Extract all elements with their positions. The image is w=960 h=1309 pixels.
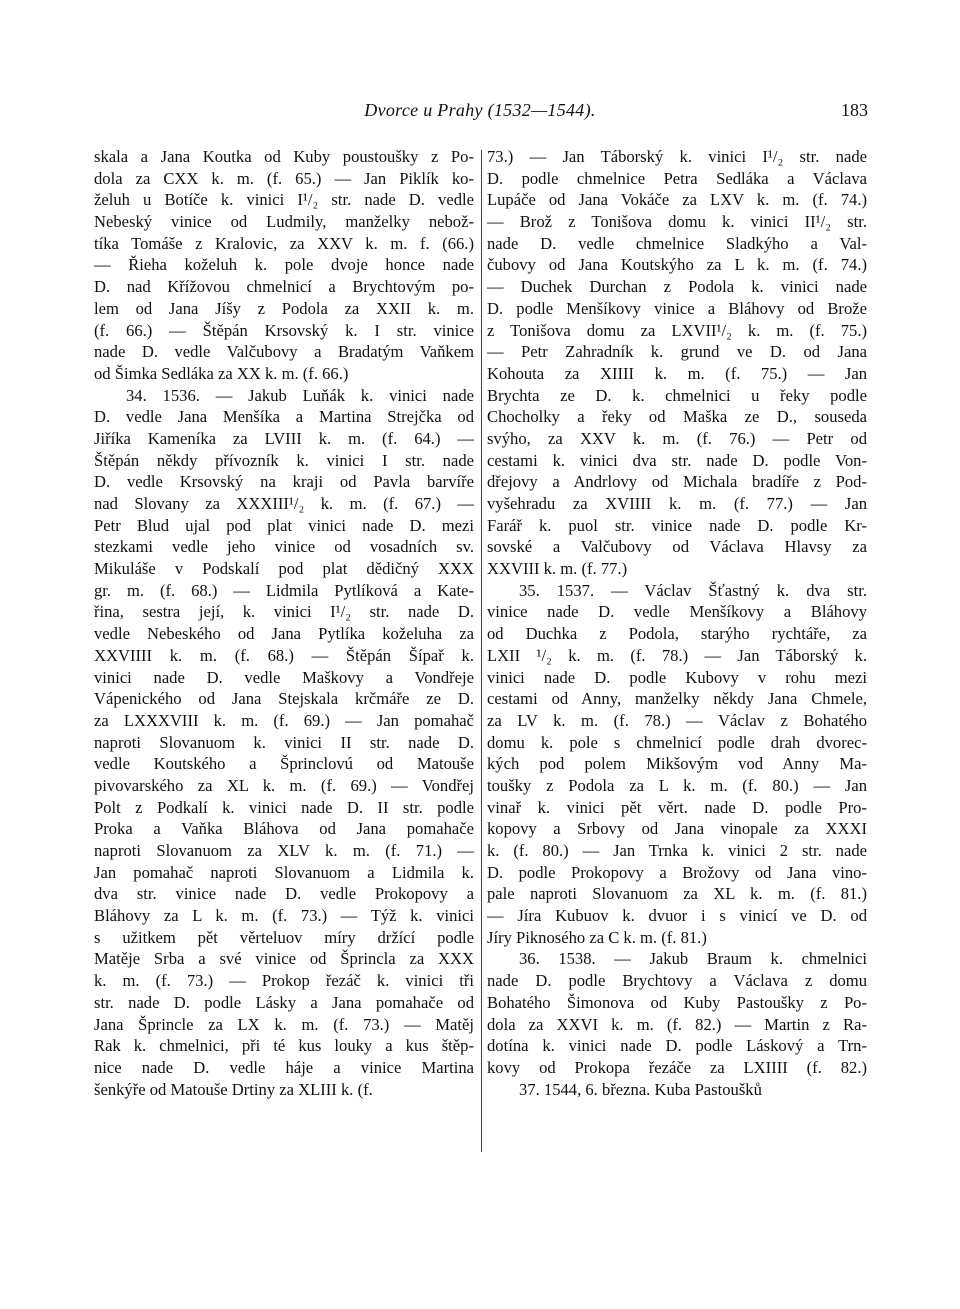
text-line: Jana Šprincle za LX k. m. (f. 73.) — Matěj: [94, 1014, 474, 1034]
text-line: tíka Tomáše z Kralovic, za XXV k. m. f. (66.): [94, 233, 474, 253]
text-line: dotína k. vinici nade D. podle Láskový a Trn-: [487, 1036, 867, 1056]
text-line: 34. 1536. — Jakub Luňák k. vinici nade: [126, 385, 474, 405]
text-line: kých pod polem Mikšovým vod Anny Ma-: [487, 754, 867, 774]
text-line: Vápenického od Jana Stejskala krčmáře ze D.: [94, 689, 474, 709]
text-line: stezkami vedle jeho vinice od vosadních sv.: [94, 537, 474, 557]
text-line: domu k. pole s chmelnicí podle drah dvorec-: [487, 732, 867, 752]
text-line: od Šimka Sedláka za XX k. m. (f. 66.): [94, 363, 349, 383]
text-line: nade D. vedle Valčubovy a Bradatým Vaňkem: [94, 342, 474, 362]
text-line: Polt z Podkalí k. vinici nade D. II str. podle: [94, 797, 474, 817]
text-line: pivovarského za XL k. m. (f. 69.) — Vondřej: [94, 775, 474, 795]
text-line: Proka a Vaňka Bláhova od Jana pomahače: [94, 819, 474, 839]
text-line: 36. 1538. — Jakub Braum k. chmelnici: [519, 949, 867, 969]
column-divider: [481, 150, 482, 1152]
text-line: D. podle Menšíkovy vinice a Bláhovy od Brože: [487, 298, 867, 318]
text-line: k. m. (f. 73.) — Prokop řezáč k. vinici tři: [94, 971, 474, 991]
text-line: dola za CXX k. m. (f. 65.) — Jan Piklík ko-: [94, 168, 474, 188]
text-line: D. nad Křížovou chmelnicí a Brychtovým po-: [94, 277, 474, 297]
text-line: D. podle chmelnice Petra Sedláka a Václava: [487, 168, 867, 188]
text-line: D. vedle Jana Menšíka a Martina Strejčka od: [94, 407, 474, 427]
running-title: Dvorce u Prahy (1532—1544).: [364, 100, 596, 120]
text-line: k. (f. 80.) — Jan Trnka k. vinici 2 str. nade: [487, 841, 867, 860]
text-line: Matěje Srba a své vinice od Šprincla za XXX: [94, 949, 474, 969]
text-line: lem od Jana Jíšy z Podola za XXII k. m.: [94, 298, 474, 318]
text-line: (f. 66.) — Štěpán Krsovský k. I str. vinice: [94, 320, 474, 340]
text-line: 37. 1544, 6. března. Kuba Pastoušků: [519, 1079, 762, 1099]
text-line: 35. 1537. — Václav Šťastný k. dva str.: [519, 580, 867, 600]
text-line: Jíry Piknoséhо za C k. m. (f. 81.): [487, 927, 707, 947]
text-line: Petr Blud ujal pod plat vinici nade D. mezi: [94, 515, 474, 535]
text-line: vinař k. vinici pět věrt. nade D. podle Pro-: [487, 797, 867, 817]
text-line: vyšehradu za XVIIII k. m. (f. 77.) — Jan: [487, 494, 867, 513]
text-line: vinici nade D. podle Kubovy v rohu mezi: [487, 667, 867, 687]
text-line: — Duchek Durchan z Podola k. vinici nade: [487, 277, 867, 297]
text-line: sovské a Valčubovy od Václava Hlavsy za: [487, 537, 867, 557]
text-line: nice nade D. vedle háje a vinice Martina: [94, 1057, 474, 1077]
text-line: 73.) — Jan Táborský k. vinici I¹/₂ str. nade: [487, 147, 867, 166]
text-line: XXVIIII k. m. (f. 68.) — Štěpán Šípař k.: [94, 645, 474, 665]
text-line: Nebeský vinice od Ludmily, manželky nebož-: [94, 212, 474, 232]
text-line: kopovy a Srbovy od Jana vinopale za XXXI: [487, 819, 867, 839]
text-line: kovy od Prokopa řezáče za LXIIII (f. 82.): [487, 1057, 867, 1077]
text-line: — Petr Zahradník k. grund ve D. od Jana: [487, 342, 867, 362]
text-line: naproti Slovanuom za XLV k. m. (f. 71.) —: [94, 841, 474, 860]
text-line: svýho, za XXV k. m. (f. 76.) — Petr od: [487, 428, 867, 448]
text-line: Bohatého Šimonova od Kuby Pastoušky z Po-: [487, 992, 867, 1012]
left-text-column: [94, 146, 474, 1100]
text-line: želuh u Botíče k. vinici I¹/₂ str. nade D. vedle: [94, 190, 474, 210]
text-line: za LXXXVIII k. m. (f. 69.) — Jan pomahač: [94, 710, 474, 730]
text-line: vinici nade D. vedle Maškovy a Vondřeje: [94, 667, 474, 687]
text-line: nad Slovany za XXXIII¹/₂ k. m. (f. 67.) —: [94, 494, 474, 513]
text-line: vinice nade D. vedle Menšíkovy a Bláhovy: [487, 602, 867, 622]
text-line: Mikuláše v Podskalí pod plat dědičný XXX: [94, 559, 474, 579]
text-line: dřejovy a Andrlovy od Michala bradíře z Pod-: [487, 472, 867, 492]
text-line: Kohouta za XIIII k. m. (f. 75.) — Jan: [487, 363, 867, 383]
text-line: D. vedle Krsovský na kraji od Pavla barvíře: [94, 472, 474, 492]
text-line: nade D. podle Brychtovy a Václava z domu: [487, 971, 867, 991]
text-line: vedle Koutského a Šprinclovú od Matouše: [94, 754, 474, 774]
text-line: cestami od Anny, manželky někdy Jana Chmele,: [487, 689, 867, 709]
text-line: toušky z Podola za L k. m. (f. 80.) — Jan: [487, 775, 867, 795]
text-line: naproti Slovanuom k. vinici II str. nade D.: [94, 732, 474, 752]
text-line: Bláhovy za L k. m. (f. 73.) — Týž k. vinici: [94, 906, 474, 926]
text-line: s užitkem pět věrteluov míry držící podle: [94, 927, 474, 947]
text-line: — Jíra Kubuov k. dvuor i s vinicí ve D. od: [487, 906, 867, 926]
text-line: z Tonišova domu za LXVII¹/₂ k. m. (f. 75.): [487, 320, 867, 340]
running-header: [0, 100, 960, 128]
text-line: Rak k. chmelnici, při té kus louky a kus štěp-: [94, 1036, 474, 1056]
text-line: gr. m. (f. 68.) — Lidmila Pytlíková a Kate-: [94, 580, 474, 600]
text-line: od Duchka z Podola, starýho rychtáře, za: [487, 624, 867, 644]
text-line: řina, sestra její, k. vinici I¹/₂ str. nade D.: [94, 602, 474, 622]
text-line: cestami k. vinici dva str. nade D. podle Von-: [487, 450, 867, 470]
text-line: XXVIII k. m. (f. 77.): [487, 559, 628, 579]
text-line: LXII ¹/₂ k. m. (f. 78.) — Jan Táborský k.: [487, 645, 867, 665]
right-text-column: [487, 146, 867, 1100]
text-line: — Brož z Tonišova domu k. vinici II¹/₂ str.: [487, 212, 867, 232]
text-line: — Řieha koželuh k. pole dvoje honce nade: [94, 255, 474, 275]
text-line: Jiříka Kameníka za LVIII k. m. (f. 64.) —: [94, 428, 474, 448]
text-line: dva str. vinice nade D. vedle Prokopovy a: [94, 884, 474, 904]
text-line: Štěpán někdy přívozník k. vinici I str. nade: [94, 450, 474, 470]
text-line: čubovy od Jana Koutskýho za L k. m. (f. 74.): [487, 255, 867, 275]
text-line: pale naproti Slovanuom za XL k. m. (f. 81.): [487, 884, 867, 904]
text-line: D. podle Prokopovy a Brožovy od Jana vino-: [487, 862, 867, 882]
text-line: Farář k. puol str. vinice nade D. podle Kr-: [487, 515, 867, 535]
text-line: za LV k. m. (f. 78.) — Václav z Bohatého: [487, 710, 867, 730]
text-line: dola za XXVI k. m. (f. 82.) — Martin z Ra-: [487, 1014, 867, 1034]
text-line: šenkýře od Matouše Drtiny za XLIII k. (f.: [94, 1079, 373, 1099]
text-line: Jan pomahač naproti Slovanuom a Lidmila k.: [94, 862, 474, 882]
page-number: 183: [841, 100, 868, 120]
text-line: Brychta ze D. k. chmelnici u řeky podle: [487, 385, 867, 405]
text-line: str. nade D. podle Lásky a Jana pomahače od: [94, 992, 474, 1012]
text-line: Lupáče od Jana Vokáče za LXV k. m. (f. 74.): [487, 190, 867, 210]
text-line: nade D. vedle chmelnice Sladkýho a Val-: [487, 233, 867, 253]
text-line: Chocholky a řeky od Maška ze D., souseda: [487, 407, 867, 427]
text-line: skala a Jana Koutka od Kuby poustoušky z Po-: [94, 147, 474, 166]
text-line: vedle Nebeského od Jana Pytlíka koželuha za: [94, 624, 474, 644]
